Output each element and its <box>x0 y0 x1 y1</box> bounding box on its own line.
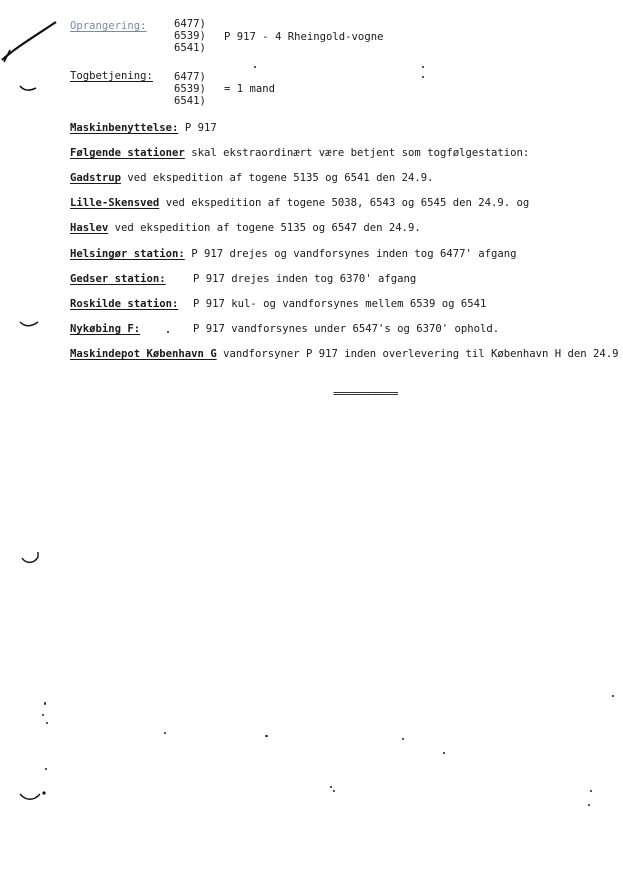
lille-skensved-text: ved ekspedition af togene 5038, 6543 og 6545 den 24.9. og <box>165 197 530 209</box>
end-divider: ============ <box>333 388 398 400</box>
maskinbenyttelse-value: P 917 <box>184 122 217 134</box>
roskilde-label: Roskilde station: <box>70 298 179 310</box>
margin-hook-mark <box>20 548 42 566</box>
train-number: 6477) <box>174 18 206 30</box>
margin-hook-mark <box>18 318 40 330</box>
oprangering-value: P 917 - 4 Rheingold-vogne <box>224 31 384 43</box>
lille-skensved-label: Lille-Skensved <box>70 197 160 209</box>
nykobing-text: P 917 vandforsynes under 6547's og 6370' ophold. <box>193 323 500 335</box>
maskinbenyttelse-line <box>70 122 217 134</box>
gedser-label: Gedser station: <box>70 273 166 285</box>
lille-skensved-line <box>70 197 529 209</box>
helsingor-label: Helsingør station: <box>70 248 185 260</box>
helsingor-line <box>70 248 516 260</box>
gedser-text: P 917 drejes inden tog 6370' afgang <box>193 273 417 285</box>
stationer-line <box>70 147 529 159</box>
train-number: 6541) <box>174 42 206 54</box>
train-number: 6541) <box>174 95 206 107</box>
train-number: 6539) <box>174 83 206 95</box>
maskindepot-text: vandforsyner P 917 inden overlevering til København H den 24.9 <box>223 348 619 360</box>
train-number: 6477) <box>174 71 206 83</box>
maskinbenyttelse-label: Maskinbenyttelse: <box>70 122 179 134</box>
stationer-label: Følgende stationer <box>70 147 185 159</box>
stationer-text: skal ekstraordinært være betjent som togfølgestation: <box>191 147 530 159</box>
margin-hook-mark <box>18 82 38 94</box>
gadstrup-text: ved ekspedition af togene 5135 og 6541 den 24.9. <box>127 172 434 184</box>
helsingor-text: P 917 drejes og vandforsynes inden tog 6477' afgang <box>191 248 517 260</box>
corner-pen-mark <box>0 18 60 68</box>
nykobing-label: Nykøbing F: <box>70 323 141 335</box>
haslev-text: ved ekspedition af togene 5135 og 6547 den 24.9. <box>114 222 421 234</box>
togbetjening-value: = 1 mand <box>224 83 276 95</box>
maskindepot-label: Maskindepot København G <box>70 348 217 360</box>
togbetjening-label: Togbetjening: <box>70 70 153 82</box>
haslev-line <box>70 222 421 234</box>
gadstrup-label: Gadstrup <box>70 172 122 184</box>
margin-hook-mark <box>18 788 48 802</box>
gadstrup-line <box>70 172 434 184</box>
haslev-label: Haslev <box>70 222 109 234</box>
maskindepot-line <box>70 348 619 360</box>
roskilde-text: P 917 kul- og vandforsynes mellem 6539 og 6541 <box>193 298 487 310</box>
oprangering-label: Oprangering: <box>70 20 147 32</box>
train-number: 6539) <box>174 30 206 42</box>
